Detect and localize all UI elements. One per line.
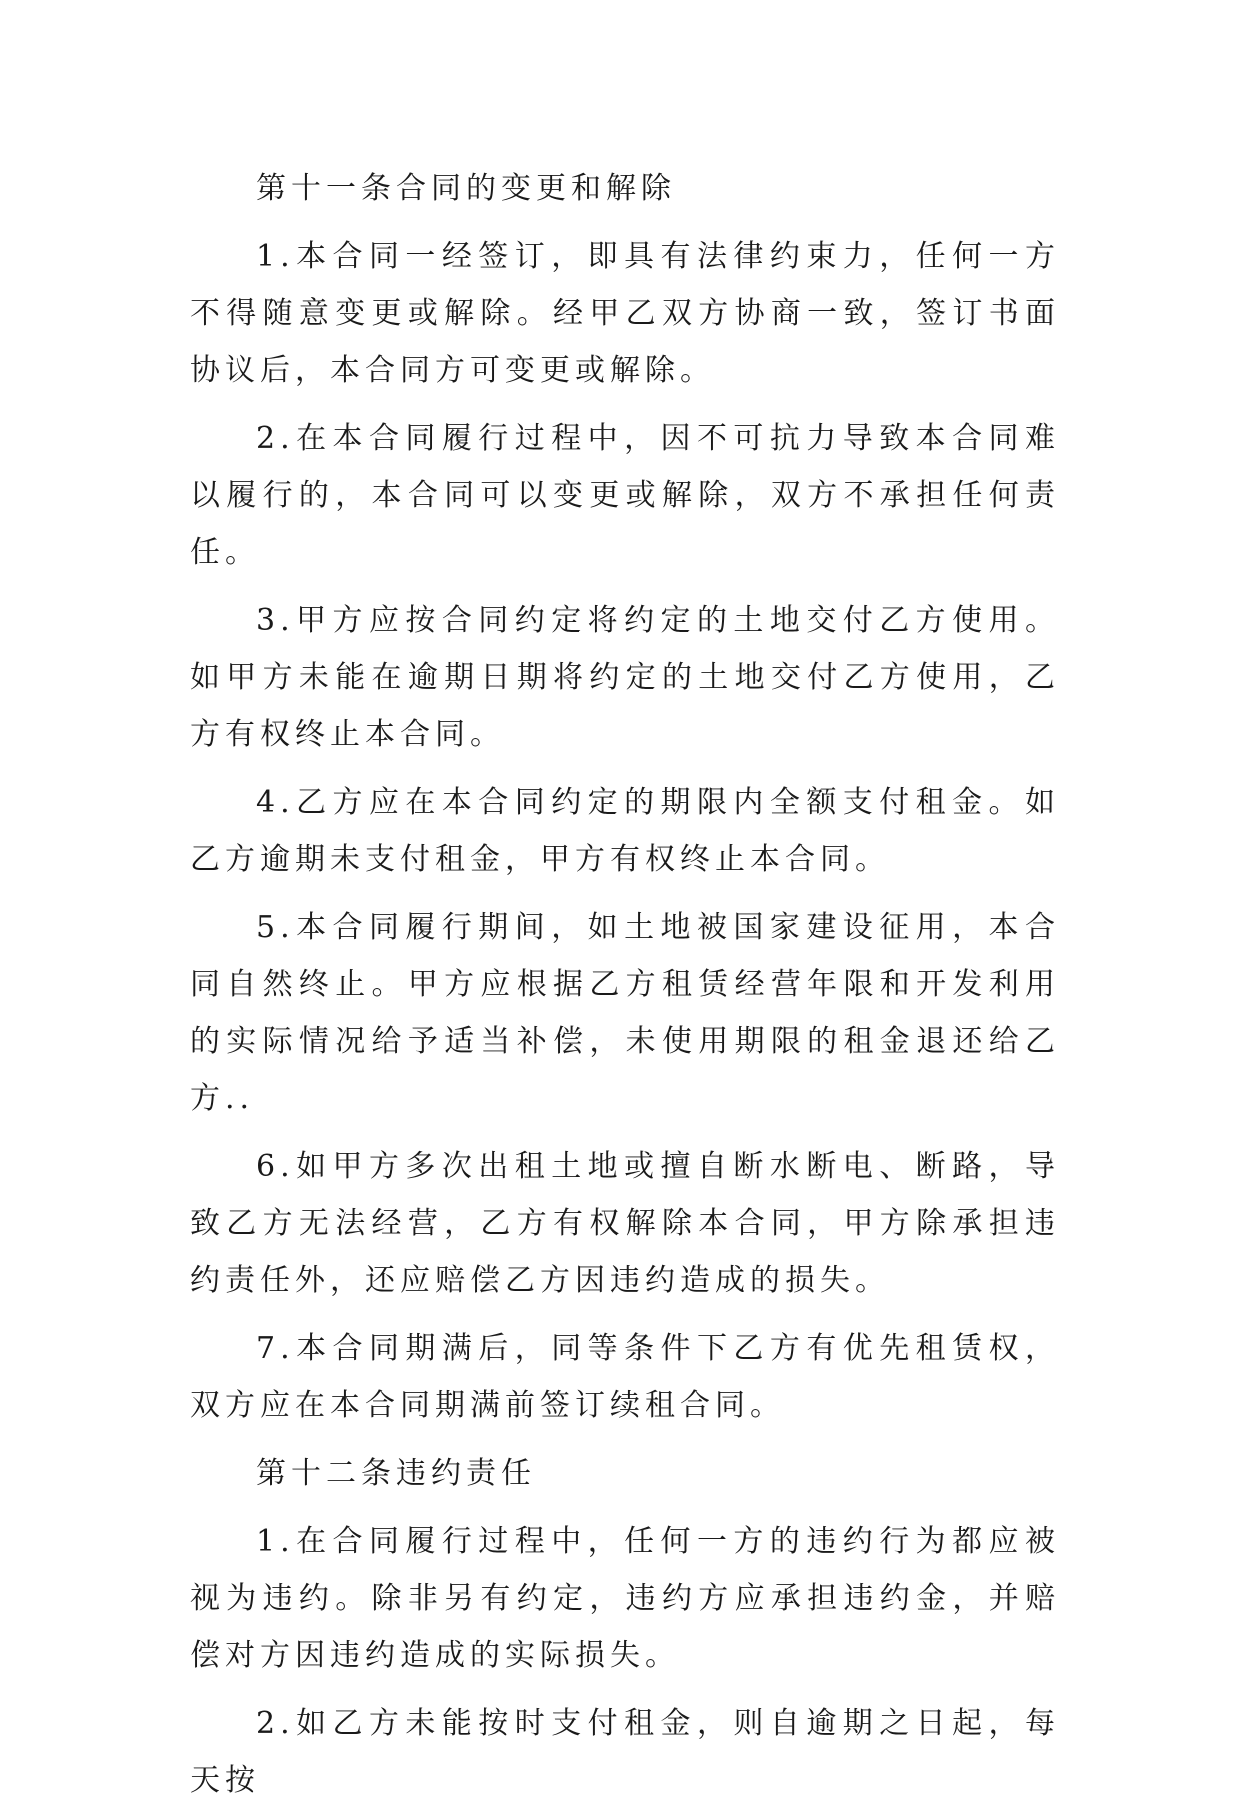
clause-12-2: 2.如乙方未能按时支付租金，则自逾期之日起，每天按 (190, 1706, 1060, 1798)
clause-11-3: 3.甲方应按合同约定将约定的土地交付乙方使用。如甲方未能在逾期日期将约定的土地交付乙方使用，乙方有权终止本合同。 (190, 603, 1060, 752)
clause-11-5: 5.本合同履行期间，如土地被国家建设征用，本合同自然终止。甲方应根据乙方租赁经营年限和开发利用的实际情况给予适当补偿，未使用期限的租金退还给乙方.. (190, 910, 1060, 1116)
document-body (190, 160, 1060, 1820)
clause-11-1: 1.本合同一经签订，即具有法律约束力，任何一方不得随意变更或解除。经甲乙双方协商一致，签订书面协议后，本合同方可变更或解除。 (190, 239, 1060, 388)
clause-12-1: 1.在合同履行过程中，任何一方的违约行为都应被视为违约。除非另有约定，违约方应承担违约金，并赔偿对方因违约造成的实际损失。 (190, 1524, 1060, 1673)
clause-11-7: 7.本合同期满后，同等条件下乙方有优先租赁权，双方应在本合同期满前签订续租合同。 (190, 1331, 1060, 1423)
clause-11-6: 6.如甲方多次出租土地或擅自断水断电、断路，导致乙方无法经营，乙方有权解除本合同，甲方除承担违约责任外，还应赔偿乙方因违约造成的损失。 (190, 1149, 1060, 1298)
section-heading-11: 第十一条合同的变更和解除 (256, 171, 676, 206)
clause-11-2: 2.在本合同履行过程中，因不可抗力导致本合同难以履行的，本合同可以变更或解除，双方不承担任何责任。 (190, 421, 1060, 570)
clause-11-4: 4.乙方应在本合同约定的期限内全额支付租金。如乙方逾期未支付租金，甲方有权终止本合同。 (190, 785, 1060, 877)
section-heading-12: 第十二条违约责任 (256, 1456, 536, 1491)
